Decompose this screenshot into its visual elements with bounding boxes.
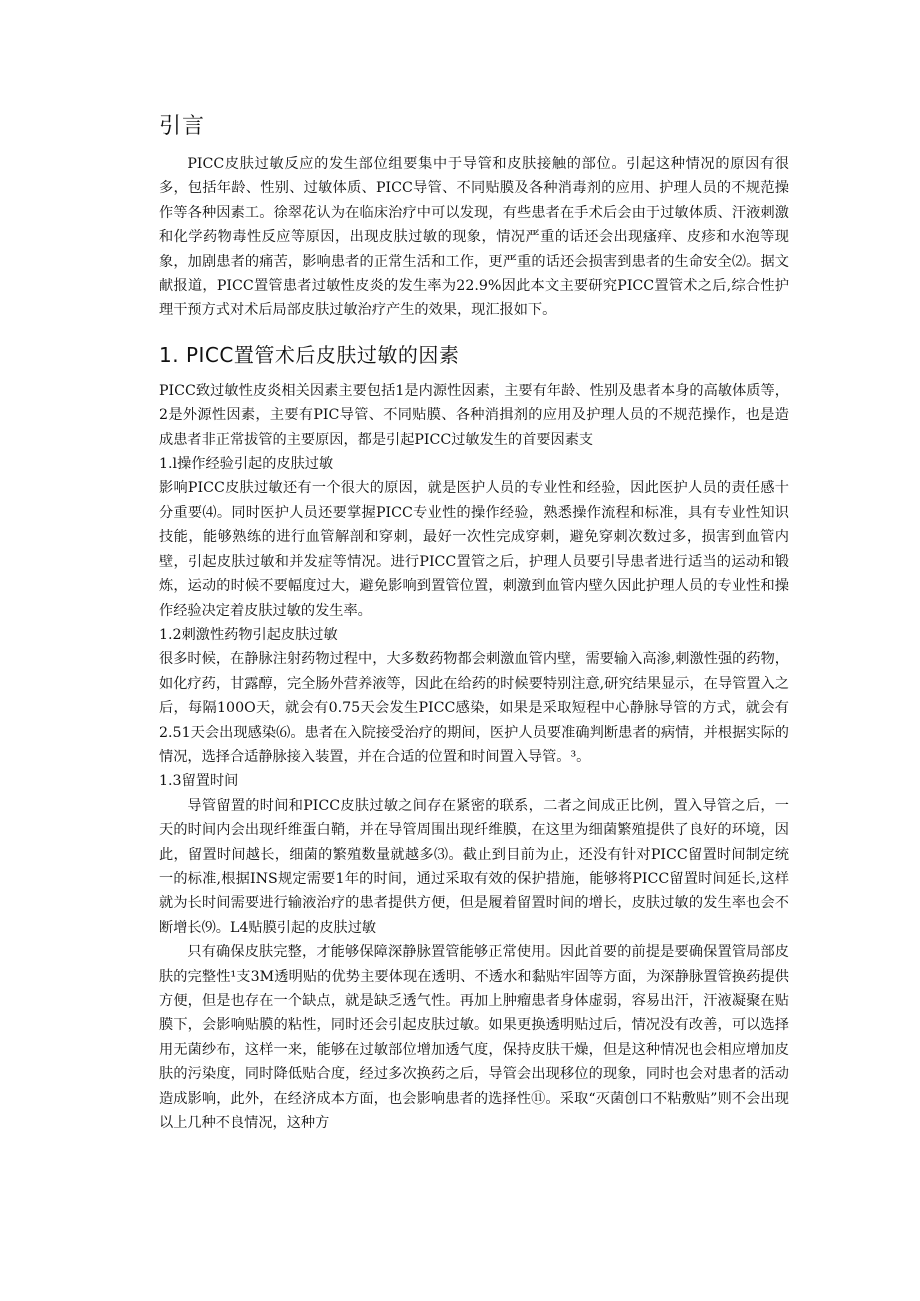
subsection-1-2-heading: 1.2刺激性药物引起皮肤过敏 [159, 626, 338, 643]
intro-paragraph: PICC皮肤过敏反应的发生部位组要集中于导管和皮肤接触的部位。引起这种情况的原因有很多，包括年龄、性别、过敏体质、PICC导管、不同贴膜及各种消毒剂的应用、护理人员的不规范操作等各种因素工。徐翠花认为在临床治疗中可以发现，有些患者在手术后会由于过敏体质、汗液刺激和化学药物毒性反应等原因，出现皮肤过敏的现象，情况严重的话还会出现瘙痒、皮疹和水泡等现象，加剧患者的痛苦，影响患者的正常生活和工作，更严重的话还会损害到患者的生命安全⑵。据文献报道，PICC置管患者过敏性皮炎的发生率为22.9%因此本文主要研究PICC置管术之后,综合性护理干预方式对术后局部皮肤过敏治疗产生的效果，现汇报如下。 [159, 156, 789, 319]
section1-paragraph: PICC致过敏性皮炎相关因素主要包括1是内源性因素，主要有年龄、性别及患者本身的高敏体质等，2是外源性因素，主要有PIC导管、不同贴膜、各种消揖剂的应用及护理人员的不规范操作，也是造成患者非正常拔管的主要原因，都是引起PICC过敏发生的首要因素支 [159, 382, 789, 448]
subsection-1-1-heading: 1.l操作经验引起的皮肤过敏 [159, 456, 334, 473]
subsection-1-2-paragraph: 很多时候，在静脉注射药物过程中，大多数药物都会刺激血管内壁，需要输入高渗,刺激性强的药物，如化疗药，甘露醇，完全肠外营养液等，因此在给药的时候要特别注意,研究结果显示，在导管置入之后，每隔100O天，就会有0.75天会发生PICC感染，如果是采取短程中心静脉导管的方式，就会有2.51天会出现感染⑹。患者在入院接受治疗的期间，医护人员要准确判断患者的病情，并根据实际的情况，选择合适静脉接入装置，并在合适的位置和时间置入导管。³。 [159, 651, 789, 765]
intro-heading: 引言 [159, 114, 206, 139]
subsection-1-4-paragraph: 只有确保皮肤完整，才能够保障深静脉置管能够正常使用。因此首要的前提是要确保置管局部皮肤的完整性¹支3M透明贴的优势主要体现在透明、不透水和黏贴牢固等方面，为深静脉置管换药提供方便，但是也存在一个缺点，就是缺乏透气性。再加上肿瘤患者身体虚弱，容易出汗，汗液凝聚在贴膜下，会影响贴膜的粘性，同时还会引起皮肤过敏。如果更换透明贴过后，情况没有改善，可以选择用无菌纱布，这样一来，能够在过敏部位增加透气度，保持皮肤干燥，但是这种情况也会相应增加皮肤的污染度，同时降低贴合度，经过多次换药之后，导管会出现移位的现象，同时也会对患者的活动造成影响，此外，在经济成本方面，也会影响患者的选择性⑪。采取“灭菌创口不粘敷贴”则不会出现以上几种不良情况，这种方 [159, 944, 789, 1132]
subsection-1-3-heading: 1.3留置时间 [159, 773, 239, 790]
section1-heading: 1. PICC置管术后皮肤过敏的因素 [159, 342, 460, 367]
subsection-1-3-paragraph: 导管留置的时间和PICC皮肤过敏之间存在紧密的联系，二者之间成正比例，置入导管之后，一天的时间内会出现纤维蛋白鞘，并在导管周围出现纤维膜，在这里为细菌繁殖提供了良好的环境，因此，留置时间越长，细菌的繁殖数量就越多⑶。截止到目前为止，还没有针对PICC留置时间制定统一的标准,根据INS规定需要1年的时间，通过采取有效的保护措施，能够将PICC留置时间延长,这样就为长时间需要进行输液治疗的患者提供方便，但是履着留置时间的增长，皮肤过敏的发生率也会不断增长⑼。L4贴膜引起的皮肤过敏 [159, 797, 789, 936]
document-page [159, 112, 789, 1135]
subsection-1-1-paragraph: 影响PICC皮肤过敏还有一个很大的原因，就是医护人员的专业性和经验，因此医护人员的责任感十分重要⑷。同时医护人员还要掌握PICC专业性的操作经验，熟悉操作流程和标准，具有专业性知识技能，能够熟练的进行血管解剖和穿刺，最好一次性完成穿刺，避免穿刺次数过多，损害到血管内壁，引起皮肤过敏和并发症等情况。进行PICC置管之后，护理人员要引导患者进行适当的运动和锻炼，运动的时候不要幅度过大，避免影响到置管位置，刺激到血管内壁久因此护理人员的专业性和操作经验决定着皮肤过敏的发生率。 [159, 480, 789, 619]
